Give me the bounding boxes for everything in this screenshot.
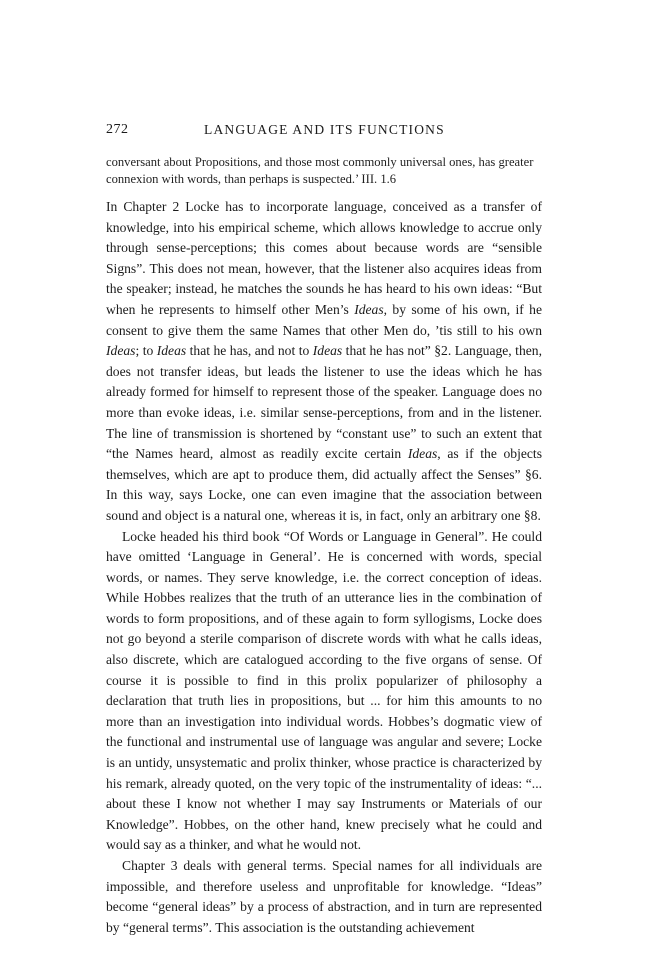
text-run: , as if the objects themselves, which are apt to produce them, did actually affect the Senses” §6. In this way, says Locke, one can even imagine that the association between sound and object is a natural one, whereas it is, in fact, only an arbitrary one §8. (106, 446, 542, 523)
text-run: ; to (135, 343, 157, 359)
text-run: Chapter 3 deals with general terms. Special names for all individuals are impossible, and therefore useless and unprofitable for knowledge. “Ideas” become “general ideas” by a process of abstraction, and in turn are represented by “general terms”. This association is the outstanding achievement (106, 858, 542, 935)
italic-term: Ideas (354, 301, 384, 317)
paragraph (106, 197, 542, 527)
page-number: 272 (106, 122, 129, 137)
body-text (106, 197, 542, 938)
text-run: that he has, and not to (186, 343, 313, 359)
text-run: that he has not” §2. Language, then, does not transfer ideas, but leads the listener to use the ideas which he has already formed for himself to represent those of the speaker. Language does no more than evoke ideas, i.e. similar sense-perceptions, from and in the listener. The line of transmission is shortened by “constant use” to such an extent that “the Names heard, almost as readily excite certain (106, 343, 542, 462)
block-quote (106, 154, 542, 188)
paragraph (106, 856, 542, 938)
book-page (106, 122, 542, 938)
italic-term: Ideas (156, 343, 187, 359)
italic-term: Ideas (106, 343, 136, 359)
paragraph (106, 527, 542, 857)
text-run: Locke headed his third book “Of Words or Language in General”. He could have omitted ‘Language in General’. He is concerned with words, special words, or names. They serve knowledge, i.e. the correct conception of ideas. While Hobbes realizes that the truth of an utterance lies in the combination of words to form propositions, and of these again to form syllogisms, Locke does not go beyond a sterile comparison of discrete words with what he calls ideas, also discrete, which are catalogued according to the five organs of sense. Of course it is possible to find in this prolix popularizer of philosophy a declaration that truth lies in propositions, but ... for him this amounts to no more than an investigation into individual words. Hobbes’s dogmatic view of the functional and instrumental use of language was angular and severe; Locke is an untidy, unsystematic and prolix thinker, whose practice is characterized by his remark, already quoted, on the very topic of the instrumentality of ideas: “... about these I know not whether I may say Instruments or Materials of our Knowledge”. Hobbes, on the other hand, knew precisely what he could and would say as a thinker, and what he would not. (106, 528, 542, 853)
italic-term: Ideas (312, 343, 343, 359)
italic-term: Ideas (407, 446, 438, 462)
text-run: In Chapter 2 Locke has to incorporate language, conceived as a transfer of knowledge, into his empirical scheme, which allows knowledge to accrue only through sense-perceptions; this comes about because words are “sensible Signs”. This does not mean, however, that the listener also acquires ideas from the speaker; instead, he matches the sounds he has heard to his own ideas: “But when he represents to himself other Men’s (106, 199, 542, 317)
block-quote-text: conversant about Propositions, and those most commonly universal ones, has greater connexion with words, than perhaps is suspected.’ III. 1.6 (106, 155, 534, 186)
running-head (106, 122, 542, 144)
running-title: LANGUAGE AND ITS FUNCTIONS (204, 122, 445, 137)
text-run: , by some of his own, if he consent to give them the same Names that other Men do, ’tis still to his own (106, 301, 542, 338)
